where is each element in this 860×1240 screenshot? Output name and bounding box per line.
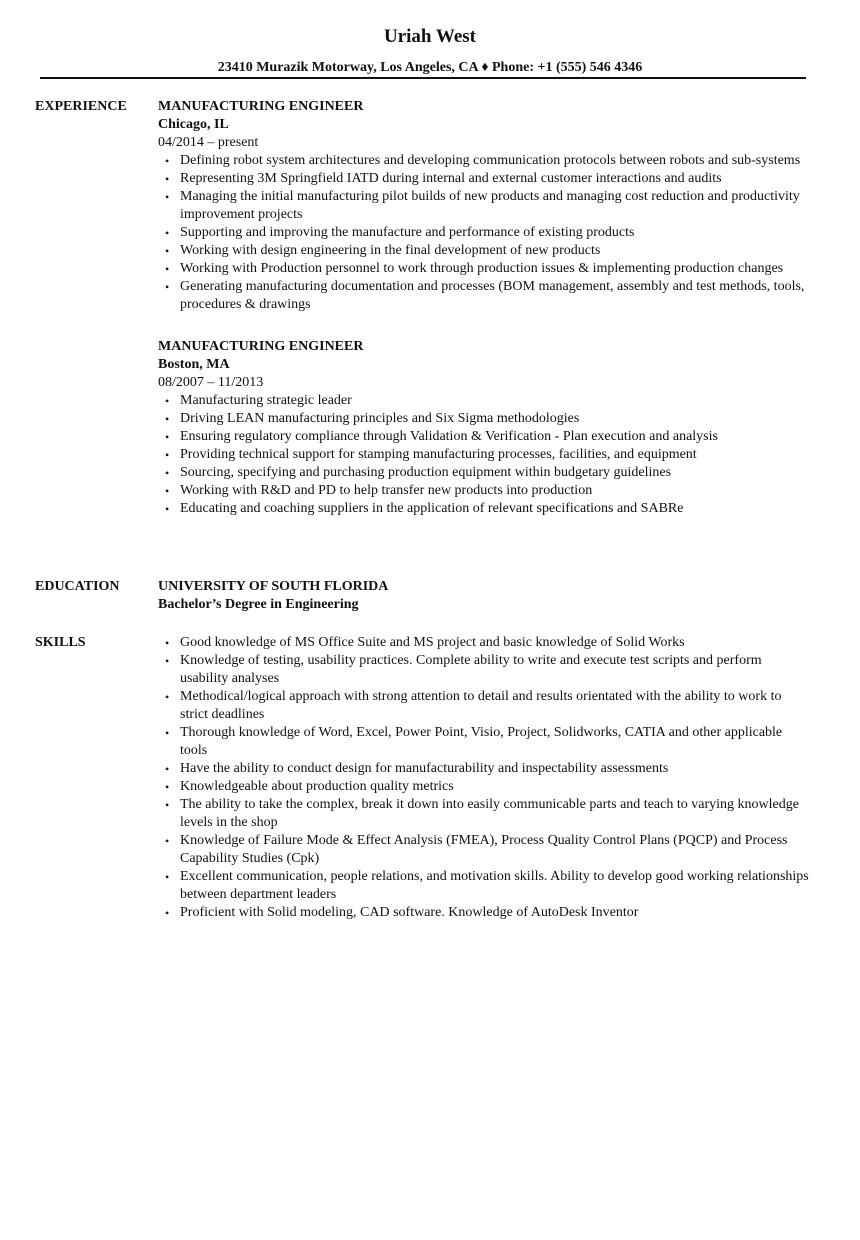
bullet-item: • Sourcing, specifying and purchasing production equipment within budgetary guidelines <box>180 464 810 482</box>
job-location: Boston, MA <box>158 357 230 372</box>
degree: Bachelor’s Degree in Engineering <box>158 597 359 612</box>
skills-section <box>35 634 810 922</box>
section-label-skills: SKILLS <box>35 635 86 650</box>
candidate-name: Uriah West <box>383 26 476 47</box>
job-entry <box>158 98 810 314</box>
bullet-item: • Working with design engineering in the final development of new products <box>180 242 810 260</box>
header-divider <box>40 77 806 79</box>
section-label-experience: EXPERIENCE <box>35 99 127 114</box>
bullet-item: • Working with R&D and PD to help transfer new products into production <box>180 482 810 500</box>
bullet-item: • Thorough knowledge of Word, Excel, Power Point, Visio, Project, Solidworks, CATIA and other applicable tools <box>180 724 810 760</box>
bullet-item: • Knowledge of testing, usability practices. Complete ability to write and execute test scripts and perform usability analyses <box>180 652 810 688</box>
bullet-item: • Manufacturing strategic leader <box>180 392 810 410</box>
bullet-item: • Managing the initial manufacturing pilot builds of new products and managing cost reduction and productivity improvement projects <box>180 188 810 224</box>
bullet-item: • Educating and coaching suppliers in the application of relevant specifications and SABRe <box>180 500 810 518</box>
bullet-item: • Methodical/logical approach with strong attention to detail and results orientated with the ability to work to strict deadlines <box>180 688 810 724</box>
bullet-item: • Driving LEAN manufacturing principles and Six Sigma methodologies <box>180 410 810 428</box>
bullet-item: • Knowledge of Failure Mode & Effect Analysis (FMEA), Process Quality Control Plans (PQCP) and Process Capability Studies (Cpk) <box>180 832 810 868</box>
bullet-item: • Have the ability to conduct design for manufacturability and inspectability assessments <box>180 760 810 778</box>
job-entry <box>158 338 810 518</box>
section-label-education: EDUCATION <box>35 579 120 594</box>
bullet-item: • Generating manufacturing documentation and processes (BOM management, assembly and test methods, tools, procedures & drawings <box>180 278 810 314</box>
job-dates: 04/2014 – present <box>158 135 259 150</box>
job-title: MANUFACTURING ENGINEER <box>158 99 364 114</box>
job-bullets <box>158 152 810 314</box>
education-section <box>35 578 810 614</box>
bullet-item: • Defining robot system architectures and developing communication protocols between robots and sub-systems <box>180 152 810 170</box>
bullet-item: • Providing technical support for stamping manufacturing processes, facilities, and equipment <box>180 446 810 464</box>
job-location: Chicago, IL <box>158 117 229 132</box>
bullet-item: • Working with Production personnel to work through production issues & implementing production changes <box>180 260 810 278</box>
job-bullets <box>158 392 810 518</box>
experience-section <box>35 98 810 518</box>
bullet-item: • The ability to take the complex, break it down into easily communicable parts and teach to varying knowledge levels in the shop <box>180 796 810 832</box>
contact-info: 23410 Murazik Motorway, Los Angeles, CA ♦ Phone: +1 (555) 546 4346 <box>217 60 643 75</box>
bullet-item: • Representing 3M Springfield IATD during internal and external customer interactions and audits <box>180 170 810 188</box>
bullet-item: • Ensuring regulatory compliance through Validation & Verification - Plan execution and analysis <box>180 428 810 446</box>
job-dates: 08/2007 – 11/2013 <box>158 375 264 390</box>
skills-list <box>158 634 810 922</box>
school-name: UNIVERSITY OF SOUTH FLORIDA <box>158 579 389 594</box>
bullet-item: • Proficient with Solid modeling, CAD software. Knowledge of AutoDesk Inventor <box>180 904 810 922</box>
bullet-item: • Excellent communication, people relations, and motivation skills. Ability to develop good working relationships between department leaders <box>180 868 810 904</box>
job-title: MANUFACTURING ENGINEER <box>158 339 364 354</box>
bullet-item: • Good knowledge of MS Office Suite and MS project and basic knowledge of Solid Works <box>180 634 810 652</box>
bullet-item: • Supporting and improving the manufacture and performance of existing products <box>180 224 810 242</box>
bullet-item: • Knowledgeable about production quality metrics <box>180 778 810 796</box>
